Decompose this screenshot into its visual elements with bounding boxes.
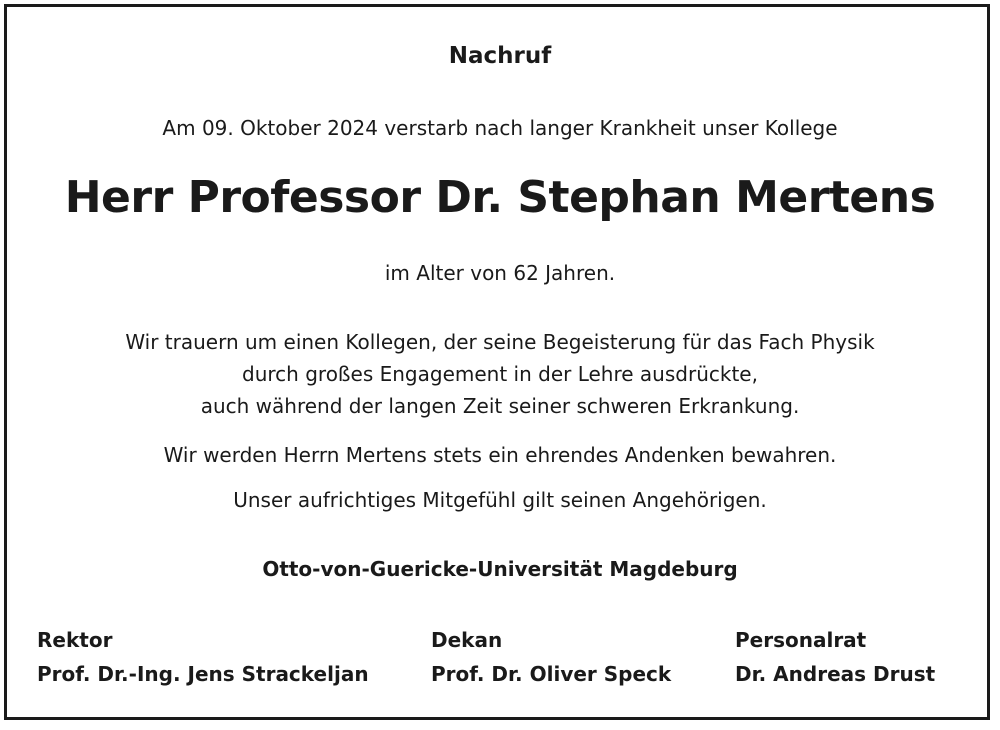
signatory-name: Prof. Dr. Oliver Speck	[431, 662, 672, 686]
tribute-line: auch während der langen Zeit seiner schweren Erkrankung.	[200, 394, 800, 418]
signatory-personalrat	[735, 623, 935, 691]
intro-text: Am 09. Oktober 2024 verstarb nach langer Krankheit unser Kollege	[162, 116, 838, 140]
tribute-line: durch großes Engagement in der Lehre ausdrückte,	[242, 362, 758, 386]
tribute-paragraph	[0, 326, 1000, 422]
sympathy-text: Unser aufrichtiges Mitgefühl gilt seinen Angehörigen.	[233, 488, 767, 512]
signatory-role: Personalrat	[735, 628, 867, 652]
signatory-name: Dr. Andreas Drust	[735, 662, 936, 686]
deceased-name: Herr Professor Dr. Stephan Mertens	[64, 172, 936, 223]
signatory-name: Prof. Dr.-Ing. Jens Strackeljan	[37, 662, 369, 686]
signatory-role: Rektor	[37, 628, 113, 652]
age-text: im Alter von 62 Jahren.	[384, 261, 616, 285]
tribute-line: Wir trauern um einen Kollegen, der seine Begeisterung für das Fach Physik	[125, 330, 875, 354]
remembrance-text: Wir werden Herrn Mertens stets ein ehrendes Andenken bewahren.	[163, 443, 837, 467]
university-name: Otto-von-Guericke-Universität Magdeburg	[262, 557, 738, 581]
notice-heading: Nachruf	[448, 43, 552, 69]
signatory-role: Dekan	[431, 628, 503, 652]
signatory-rektor	[37, 623, 369, 691]
signatory-dekan	[431, 623, 671, 691]
